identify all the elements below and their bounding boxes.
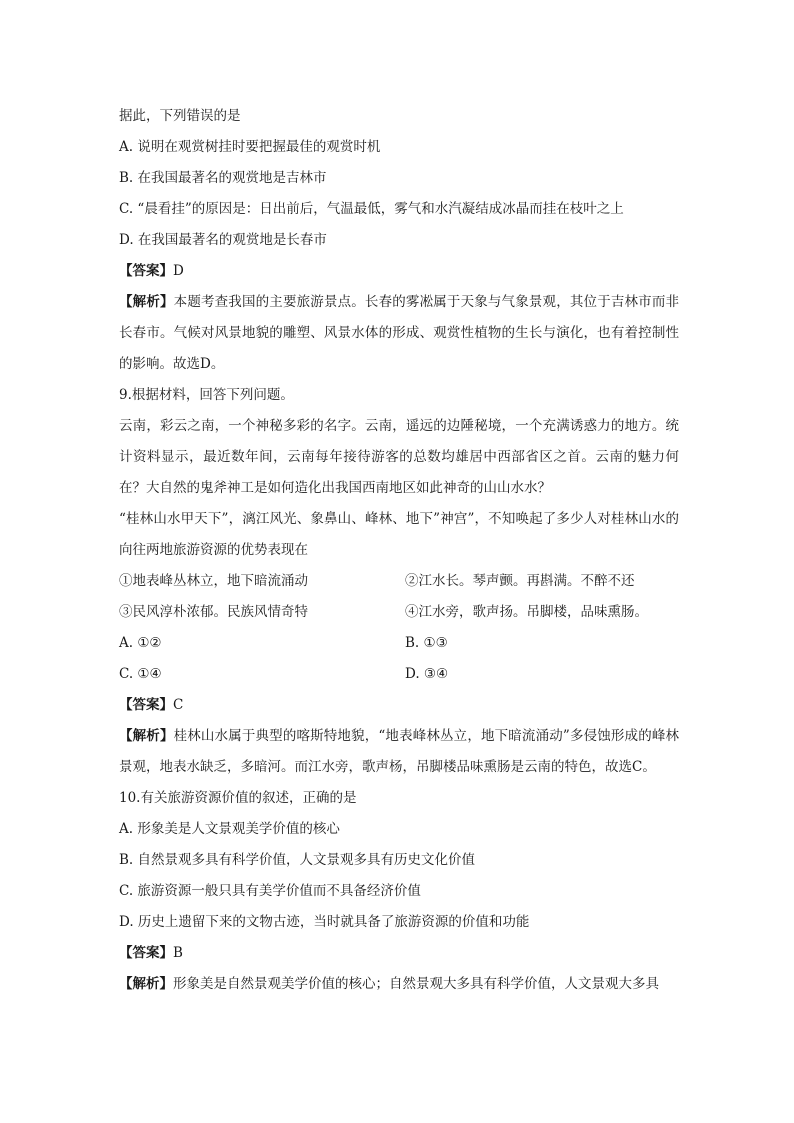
analysis-tag: 【解析】 <box>119 294 174 310</box>
question-number: 10. <box>119 790 141 806</box>
analysis-text: 桂林山水属于典型的喀斯特地貌，“地表峰林丛立，地下暗流涌动”多侵蚀形成的峰林景观，地表水缺乏，多暗河。而江水旁，歌声杨，吊脚楼品味熏肠是云南的特色，故选C。 <box>119 728 679 775</box>
q9-options-row-1 <box>119 628 679 659</box>
answer-value: D <box>173 263 184 279</box>
answer-tag: 【答案】 <box>119 945 173 961</box>
answer-tag: 【答案】 <box>119 697 173 713</box>
q8-answer <box>119 256 679 287</box>
analysis-text: 本题考查我国的主要旅游景点。长春的雾凇属于天象与气象景观，其位于吉林市而非长春市。气候对风景地貌的雕塑、风景水体的形成、观赏性植物的生长与演化，也有着控制性的影响。故选D。 <box>119 294 680 372</box>
q10-option-b: B. 自然景观多具有科学价值，人文景观多具有历史文化价值 <box>119 852 476 868</box>
q8-option-a: A. 说明在观赏树挂时要把握最佳的观赏时机 <box>119 139 381 155</box>
q9-option-d: D. ③④ <box>405 666 449 682</box>
q8-option-b: B. 在我国最著名的观赏地是吉林市 <box>119 170 327 186</box>
q8-analysis <box>119 287 679 380</box>
q10-option-d: D. 历史上遗留下来的文物古迹，当时就具备了旅游资源的价值和功能 <box>119 914 530 930</box>
question-stem: 有关旅游资源价值的叙述，正确的是 <box>140 790 357 806</box>
q10-stem <box>119 783 679 814</box>
q9-option-a: A. ①② <box>119 635 162 651</box>
q8-option-c: C. “晨看挂”的原因是：日出前后，气温最低，雾气和水汽凝结成冰晶而挂在枝叶之上 <box>119 201 624 217</box>
q10-option-c: C. 旅游资源一般只具有美学价值而不具备经济价值 <box>119 883 421 899</box>
q9-option-b: B. ①③ <box>405 635 448 651</box>
q9-stem <box>119 380 679 411</box>
question-stem: 根据材料，回答下列问题。 <box>131 387 294 403</box>
document-page <box>119 101 679 1000</box>
q10-option-a: A. 形象美是人文景观美学价值的核心 <box>119 821 340 837</box>
q9-item-3: ③民风淳朴浓郁。民族风情奇特 <box>119 604 308 620</box>
q9-item-2: ②江水长。琴声颤。再斟满。不醉不还 <box>405 573 635 589</box>
answer-value: C <box>173 697 184 713</box>
q9-analysis <box>119 721 679 783</box>
answer-value: B <box>173 945 183 961</box>
q9-answer <box>119 690 679 721</box>
question-number: 9. <box>119 387 132 403</box>
q8-stem: 据此，下列错误的是 <box>119 108 241 124</box>
analysis-tag: 【解析】 <box>119 728 174 744</box>
q9-options-row-2 <box>119 659 679 690</box>
q9-material-1: 云南，彩云之南，一个神秘多彩的名字。云南，遥远的边陲秘境，一个充满诱惑力的地方。统计资料显示，最近数年间，云南每年接待游客的总数均雄居中西部省区之首。云南的魅力何在？大自然的鬼斧神工是如何造化出我国西南地区如此神奇的山山水水？ <box>119 418 679 496</box>
q9-item-1: ①地表峰丛林立，地下暗流涌动 <box>119 573 308 589</box>
q10-answer <box>119 938 679 969</box>
q8-option-d: D. 在我国最著名的观赏地是长春市 <box>119 232 327 248</box>
q9-item-4: ④江水旁，歌声扬。吊脚楼，品味熏肠。 <box>405 604 648 620</box>
q9-items-row-1 <box>119 566 679 597</box>
q10-analysis <box>119 969 679 1000</box>
q9-option-c: C. ①④ <box>119 666 162 682</box>
answer-tag: 【答案】 <box>119 263 173 279</box>
q9-material-2: “桂林山水甲天下”，漓江风光、象鼻山、峰林、地下”神宫”，不知唤起了多少人对桂林山水的向往两地旅游资源的优势表现在 <box>119 511 679 558</box>
analysis-text: 形象美是自然景观美学价值的核心；自然景观大多具有科学价值，人文景观大多具 <box>173 976 659 992</box>
q9-items-row-2 <box>119 597 679 628</box>
analysis-tag: 【解析】 <box>119 976 173 992</box>
